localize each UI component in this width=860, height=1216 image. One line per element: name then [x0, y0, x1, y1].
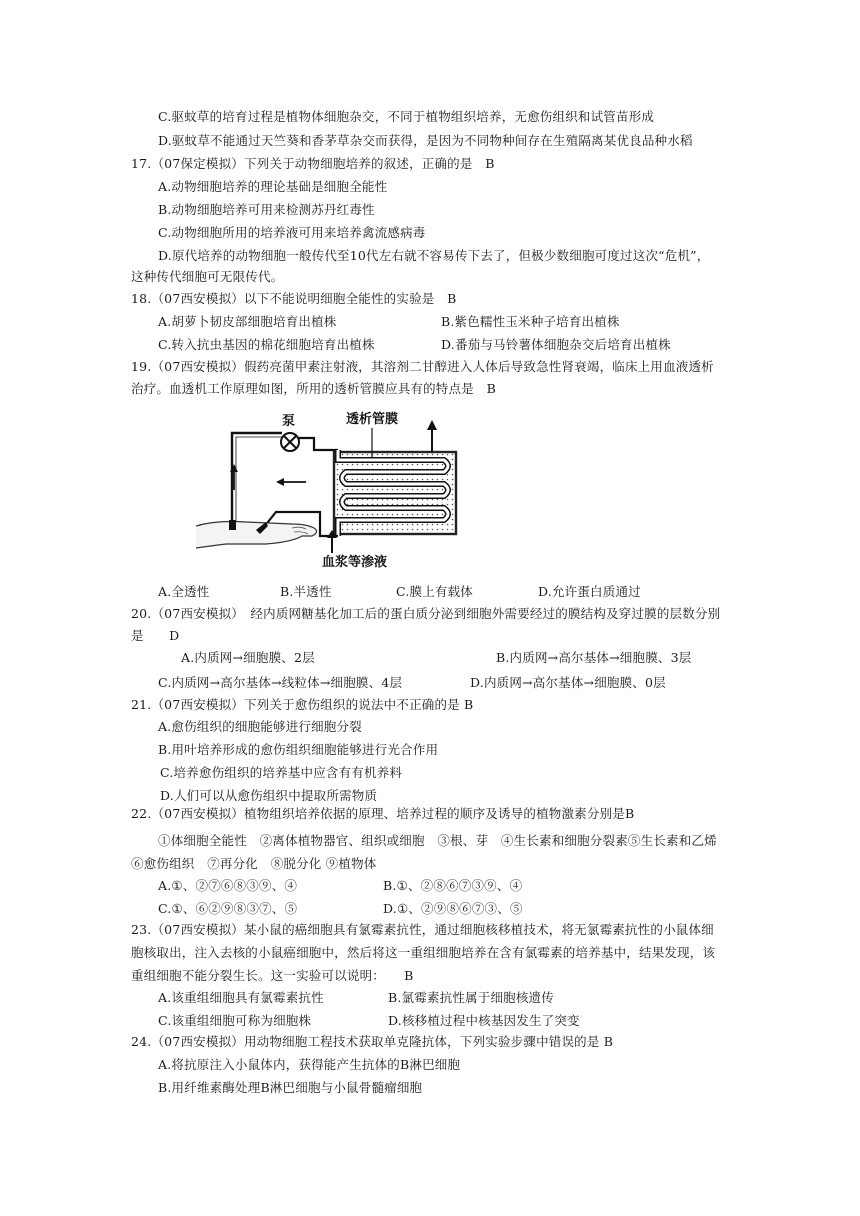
fluid-label: 血浆等渗液: [322, 555, 388, 568]
pump-icon: [281, 433, 299, 451]
q23-option-d: D.核移植过程中核基因发生了突变: [388, 1013, 580, 1028]
dialysis-machine-diagram: [196, 408, 466, 568]
q18-stem: 18.（07西安模拟）以下不能说明细胞全能性的实验是 B: [131, 291, 457, 306]
q20-option-a: A.内质网→细胞膜、2层: [181, 650, 315, 665]
q24-option-b: B.用纤维素酶处理B淋巴细胞与小鼠骨髓瘤细胞: [158, 1080, 423, 1095]
q20-stem-line1: 20.（07西安模拟） 经内质网糖基化加工后的蛋白质分泌到细胞外需要经过的膜结构及穿过膜的层数分别: [131, 606, 721, 621]
q18-option-b: B.紫色糯性玉米种子培育出植株: [441, 314, 620, 329]
q22-items-line2: ⑥愈伤组织 ⑦再分化 ⑧脱分化 ⑨植物体: [131, 856, 377, 871]
q21-option-a: A.愈伤组织的细胞能够进行细胞分裂: [158, 719, 362, 734]
q20-option-c: C.内质网→高尔基体→线粒体→细胞膜、4层: [158, 675, 403, 690]
q19-stem-line1: 19.（07西安模拟）假药亮菌甲素注射液，其溶剂二甘醇进入人体后导致急性肾衰竭，临床上用血液透析: [131, 359, 714, 374]
q17-option-d-line2: 这种传代细胞可无限传代。: [131, 269, 284, 284]
q20-option-b: B.内质网→高尔基体→细胞膜、3层: [496, 650, 692, 665]
q23-option-b: B.氯霉素抗性属于细胞核遗传: [388, 990, 554, 1005]
q21-option-d: D.人们可以从愈伤组织中提取所需物质: [160, 788, 378, 803]
q24-option-a: A.将抗原注入小鼠体内，获得能产生抗体的B淋巴细胞: [158, 1057, 461, 1072]
q19-option-b: B.半透性: [280, 584, 332, 599]
q23-stem-line3: 重组细胞不能分裂生长。这一实验可以说明： B: [131, 968, 414, 983]
q21-option-b: B.用叶培养形成的愈伤组织细胞能够进行光合作用: [158, 742, 439, 757]
pump-label: 泵: [282, 414, 296, 429]
q17-option-d-line1: D.原代培养的动物细胞一般传代至10代左右就不容易传下去了，但极少数细胞可度过这次“危机”，: [158, 248, 710, 263]
q19-option-d: D.允许蛋白质通过: [538, 584, 641, 599]
q22-stem: 22.（07西安模拟）植物组织培养依据的原理、培养过程的顺序及诱导的植物激素分别是B: [131, 806, 635, 821]
outflow-arrow-icon: [427, 420, 437, 452]
q18-option-d: D.番茄与马铃薯体细胞杂交后培育出植株: [441, 337, 671, 352]
q23-stem-line2: 胞核取出，注入去核的小鼠癌细胞中，然后将这一重组细胞培养在含有氯霉素的培养基中，结果发现，该: [131, 945, 716, 960]
q20-option-d: D.内质网→高尔基体→细胞膜、0层: [470, 675, 666, 690]
q19-option-c: C.膜上有载体: [396, 584, 473, 599]
q22-option-d: D.①、②⑨⑧⑥⑦③、⑤: [383, 901, 523, 916]
q16-option-c: C.驱蚊草的培育过程是植物体细胞杂交，不同于植物组织培养，无愈伤组织和试管苗形成: [158, 109, 655, 124]
membrane-label: 透析管膜: [346, 412, 399, 427]
needle-out: [229, 520, 236, 530]
q22-option-b: B.①、②⑧⑥⑦③⑨、④: [383, 878, 523, 893]
blood-out-tube: [232, 433, 282, 526]
q23-option-a: A.该重组细胞具有氯霉素抗性: [158, 990, 324, 1005]
q23-stem-line1: 23.（07西安模拟）某小鼠的癌细胞具有氯霉素抗性，通过细胞核移植技术，将无氯霉素抗性的小鼠体细: [131, 922, 714, 937]
q22-option-c: C.①、⑥②⑨⑧③⑦、⑤: [158, 901, 298, 916]
q17-option-c: C.动物细胞所用的培养液可用来培养禽流感病毒: [158, 225, 426, 240]
q19-option-a: A.全透性: [158, 584, 210, 599]
q17-option-a: A.动物细胞培养的理论基础是细胞全能性: [158, 179, 388, 194]
q17-stem: 17.（07保定模拟）下列关于动物细胞培养的叙述，正确的是 B: [131, 156, 495, 171]
q20-stem-line2: 是 D: [131, 628, 180, 643]
return-flow-arrow-icon: [276, 478, 306, 486]
q24-stem: 24.（07西安模拟）用动物细胞工程技术获取单克隆抗体，下列实验步骤中错误的是 B: [131, 1034, 614, 1049]
q23-option-c: C.该重组细胞可称为细胞株: [158, 1013, 312, 1028]
q22-option-a: A.①、②⑦⑥⑧③⑨、④: [158, 878, 298, 893]
q17-option-b: B.动物细胞培养可用来检测苏丹红毒性: [158, 202, 375, 217]
q21-stem: 21.（07西安模拟）下列关于愈伤组织的说法中不正确的是 B: [131, 697, 474, 712]
q18-option-a: A.胡萝卜韧皮部细胞培育出植株: [158, 314, 337, 329]
forearm-icon: [196, 522, 317, 549]
q22-items-line1: ①体细胞全能性 ②离体植物器官、组织或细胞 ③根、芽 ④生长素和细胞分裂素⑤生长素和乙烯: [158, 833, 717, 848]
q16-option-d: D.驱蚊草不能通过天竺葵和香茅草杂交而获得，是因为不同物种间存在生殖隔离某优良品种水稻: [158, 133, 693, 148]
q19-stem-line2: 治疗。血透机工作原理如图，所用的透析管膜应具有的特点是 B: [131, 381, 496, 396]
q18-option-c: C.转入抗虫基因的棉花细胞培育出植株: [158, 337, 375, 352]
dialysis-diagram-svg: [196, 408, 466, 568]
pump-to-dialyzer-tube: [299, 438, 338, 450]
q21-option-c: C.培养愈伤组织的培养基中应含有有机养料: [160, 765, 403, 780]
